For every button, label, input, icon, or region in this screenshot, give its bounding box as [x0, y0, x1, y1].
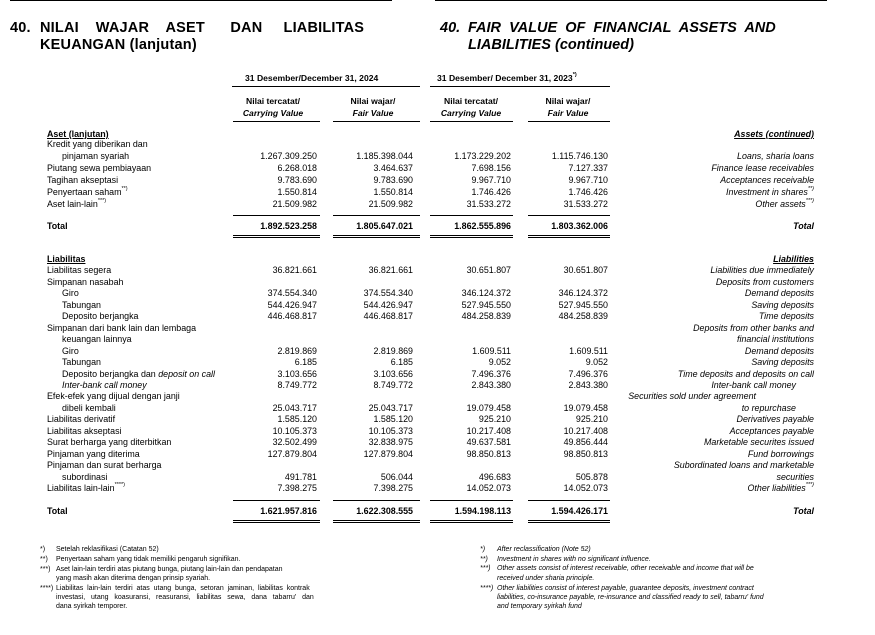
value-other-liabilities-col4: 14.052.073: [563, 483, 608, 493]
liabilities-heading-en: Liabilities: [773, 254, 814, 264]
value-giro-col1: 374.554.340: [267, 288, 317, 298]
section-title-right-line1: FAIR VALUE OF FINANCIAL ASSETS AND: [468, 20, 776, 36]
total-rule-below: [233, 235, 320, 238]
footnote-text: Liabilitas lain-lain terdiri atas utang bunga, setoran jaminan, liabilitas kontrak: [56, 585, 310, 592]
value-ob-callmoney-col4: 2.843.380: [568, 380, 608, 390]
value-lease-col4: 7.127.337: [568, 163, 608, 173]
value-lease-col1: 6.268.018: [277, 163, 317, 173]
value-ob-tabungan-col3: 9.052: [488, 357, 511, 367]
value-other-assets-col3: 31.533.272: [466, 199, 511, 209]
value-acceptances-col1: 9.783.690: [277, 175, 317, 185]
value-borrowings-col2: 127.879.804: [363, 449, 413, 459]
footnote-text: Penyertaan saham yang tidak memiliki pengaruh signifikan.: [56, 556, 241, 563]
value-ob-callmoney-col3: 2.843.380: [471, 380, 511, 390]
label-assets-total: Total: [47, 221, 68, 231]
label-liabilities-total-en: Total: [793, 506, 814, 516]
label-securities-en: Marketable securites issued: [703, 437, 814, 447]
value-investment-col3: 1.746.426: [471, 187, 511, 197]
value-liabilities-total-col2: 1.622.308.555: [356, 506, 413, 516]
label-liabilities-total: Total: [47, 506, 68, 516]
value-subordinated-col3: 496.683: [478, 472, 511, 482]
label-otherbank-en-line2: financial institutions: [737, 334, 814, 344]
footnote-mark: ****): [40, 585, 54, 592]
value-deposito-col4: 484.258.839: [558, 311, 608, 321]
label-acceptances-payable-en: Acceptances payable: [729, 426, 814, 436]
value-other-liabilities-col2: 7.398.275: [373, 483, 413, 493]
value-tabungan-col2: 544.426.947: [363, 300, 413, 310]
period-2023-text: 31 Desember/ December 31, 2023: [437, 73, 573, 83]
value-ob-giro-col2: 2.819.869: [373, 346, 413, 356]
label-giro: Giro: [62, 288, 79, 298]
value-giro-col4: 346.124.372: [558, 288, 608, 298]
label-other-liabilities-en: [748, 483, 814, 493]
label-credit-en: Loans, sharia loans: [737, 151, 814, 161]
top-rule-left: [10, 0, 392, 1]
value-immediate-col2: 36.821.661: [368, 265, 413, 275]
label-subordinated-line1: Pinjaman dan surat berharga: [47, 460, 162, 470]
value-derivatives-col2: 1.585.120: [373, 414, 413, 424]
label-otherbank-en-line1: Deposits from other banks and: [693, 323, 814, 333]
label-ob-giro-en: Demand deposits: [744, 346, 814, 356]
value-other-liabilities-col1: 7.398.275: [277, 483, 317, 493]
label-ob-deposito-italic: deposit on call: [158, 369, 215, 379]
value-subordinated-col1: 491.781: [284, 472, 317, 482]
total-rule-above: [233, 500, 320, 501]
value-tabungan-col4: 527.945.550: [558, 300, 608, 310]
value-assets-total-col4: 1.803.362.006: [551, 221, 608, 231]
label-ob-tabungan: Tabungan: [62, 357, 101, 367]
value-giro-col2: 374.554.340: [363, 288, 413, 298]
label-investment: [47, 187, 128, 197]
label-investment-text: Penyertaan saham: [47, 187, 122, 197]
col-header-label-en: Fair Value: [352, 108, 394, 118]
col-header-label-id: Nilai wajar/: [545, 96, 591, 106]
value-acceptances-payable-col2: 10.105.373: [368, 426, 413, 436]
col-header-label-en: Carrying Value: [242, 108, 304, 118]
period-rule-2024: [232, 86, 420, 87]
label-ob-deposito-en: Time deposits and deposits on call: [677, 369, 814, 379]
label-other-liabilities-mark: ****): [114, 482, 125, 488]
label-investment-mark: **): [121, 186, 128, 192]
value-repo-col4: 19.079.458: [563, 403, 608, 413]
value-derivatives-col4: 925.210: [575, 414, 608, 424]
period-2023: [437, 73, 577, 83]
value-securities-col1: 32.502.499: [272, 437, 317, 447]
footnote-text: Other liabilities consist of interest payable, guarantee deposits, investment contract: [497, 585, 754, 592]
value-ob-giro-col3: 1.609.511: [472, 346, 511, 356]
label-otherbank-line1: Simpanan dari bank lain dan lembaga: [47, 323, 197, 333]
footnote-mark: **): [480, 556, 488, 563]
value-credit-col1: 1.267.309.250: [260, 151, 317, 161]
label-borrowings-en: Fund borrowings: [747, 449, 814, 459]
value-immediate-col1: 36.821.661: [272, 265, 317, 275]
footnote-text: and temporary syirkah fund: [497, 603, 582, 610]
label-derivatives: Liabilitas derivatif: [47, 414, 116, 424]
value-acceptances-col4: 9.967.710: [568, 175, 608, 185]
top-rule-right: [435, 0, 827, 1]
label-investment-en-mark: **): [807, 186, 814, 192]
section-title-right-line2: LIABILITIES (continued): [468, 37, 634, 53]
label-repo-en-line2: to repurchase: [741, 403, 796, 413]
label-credit-line2: pinjaman syariah: [62, 151, 130, 161]
label-assets-total-en: Total: [793, 221, 814, 231]
total-rule-above: [528, 215, 610, 216]
col-header-label-id: Nilai tercatat/: [444, 96, 498, 106]
label-ob-callmoney-en: Inter-bank call money: [711, 380, 796, 390]
total-rule-above: [333, 215, 420, 216]
total-rule-below: [430, 520, 513, 523]
footnote-mark: ****): [480, 585, 494, 592]
label-otherbank-line2: keuangan lainnya: [62, 334, 132, 344]
value-repo-col1: 25.043.717: [272, 403, 317, 413]
label-other-assets-en-text: Other assets: [755, 199, 806, 209]
label-ob-callmoney: Inter-bank call money: [62, 380, 147, 390]
period-rule-2023: [430, 86, 610, 87]
label-repo-line2: dibeli kembali: [62, 403, 116, 413]
value-liabilities-total-col1: 1.621.957.816: [260, 506, 317, 516]
value-borrowings-col3: 98.850.813: [466, 449, 511, 459]
value-investment-col4: 1.746.426: [568, 187, 608, 197]
col-rule-3: [430, 121, 513, 122]
total-rule-above: [430, 500, 513, 501]
label-borrowings: Pinjaman yang diterima: [47, 449, 140, 459]
label-other-liabilities-text: Liabilitas lain-lain: [47, 483, 115, 493]
section-number-right: 40.: [440, 20, 461, 36]
value-acceptances-payable-col1: 10.105.373: [272, 426, 317, 436]
value-securities-col2: 32.838.975: [368, 437, 413, 447]
footnote-text: Setelah reklasifikasi (Catatan 52): [56, 546, 159, 553]
value-immediate-col4: 30.651.807: [563, 265, 608, 275]
label-other-liabilities: [47, 483, 125, 493]
value-lease-col3: 7.698.156: [471, 163, 511, 173]
label-acceptances: Tagihan akseptasi: [47, 175, 119, 185]
value-ob-tabungan-col4: 9.052: [585, 357, 608, 367]
section-number-left: 40.: [10, 20, 31, 36]
value-securities-col4: 49.856.444: [563, 437, 608, 447]
footnote-text: dana syirkah temporer.: [56, 603, 128, 610]
col-header-label-en: Fair Value: [547, 108, 589, 118]
value-lease-col2: 3.464.637: [373, 163, 413, 173]
total-rule-below: [528, 520, 610, 523]
col-rule-4: [528, 121, 610, 122]
label-ob-giro: Giro: [62, 346, 79, 356]
label-other-assets-text: Aset lain-lain: [47, 199, 98, 209]
value-ob-deposito-col1: 3.103.656: [277, 369, 317, 379]
label-other-assets-en-mark: ***): [805, 198, 814, 204]
label-credit-line1: Kredit yang diberikan dan: [47, 139, 148, 149]
col-header-label-en: Carrying Value: [440, 108, 502, 118]
label-subordinated-line2: subordinasi: [62, 472, 108, 482]
value-immediate-col3: 30.651.807: [466, 265, 511, 275]
footnote-mark: *): [40, 546, 46, 553]
total-rule-above: [528, 500, 610, 501]
value-ob-giro-col4: 1.609.511: [569, 346, 608, 356]
label-deposits-en: Deposits from customers: [715, 277, 814, 287]
value-acceptances-col2: 9.783.690: [373, 175, 413, 185]
footnote-text: After reclassification (Note 52): [497, 546, 591, 553]
section-title-left-line1: NILAI WAJAR ASET DAN LIABILITAS: [40, 20, 365, 36]
label-other-liabilities-en-text: Other liabilities: [747, 483, 806, 493]
value-other-assets-col4: 31.533.272: [563, 199, 608, 209]
label-other-liabilities-en-mark: ***): [805, 482, 814, 488]
value-repo-col2: 25.043.717: [368, 403, 413, 413]
col-header-carrying-2024: [233, 95, 313, 119]
label-deposito: Deposito berjangka: [62, 311, 139, 321]
total-rule-above: [430, 215, 513, 216]
label-investment-en: [726, 187, 814, 197]
value-ob-giro-col1: 2.819.869: [277, 346, 317, 356]
total-rule-above: [233, 215, 320, 216]
value-deposito-col2: 446.468.817: [363, 311, 413, 321]
label-acceptances-en: Acceptances receivable: [720, 175, 814, 185]
value-liabilities-total-col4: 1.594.426.171: [551, 506, 608, 516]
footnote-text: Investment in shares with no significant influence.: [497, 556, 651, 563]
label-ob-deposito: [62, 369, 215, 379]
total-rule-above: [333, 500, 420, 501]
value-acceptances-payable-col4: 10.217.408: [563, 426, 608, 436]
label-other-assets-en: [755, 199, 814, 209]
value-ob-deposito-col2: 3.103.656: [373, 369, 413, 379]
footnote-text: Other assets consist of interest receivable, other receivable and income that will be: [497, 565, 754, 572]
label-other-assets-mark: ***): [97, 198, 107, 204]
value-assets-total-col2: 1.805.647.021: [356, 221, 413, 231]
value-subordinated-col4: 505.878: [575, 472, 608, 482]
footnote-text: investasi, utang koasuransi, reasuransi, liabilitas sewa, dana tabarru' dan: [56, 594, 314, 601]
label-securities: Surat berharga yang diterbitkan: [47, 437, 172, 447]
total-rule-below: [333, 235, 420, 238]
label-deposito-en: Time deposits: [758, 311, 814, 321]
value-ob-callmoney-col2: 8.749.772: [373, 380, 413, 390]
footnote-mark: ***): [40, 566, 51, 573]
period-2023-mark: *): [572, 72, 577, 78]
value-ob-deposito-col3: 7.496.376: [471, 369, 511, 379]
total-rule-below: [528, 235, 610, 238]
label-repo-en-line1: Securities sold under agreement: [628, 391, 756, 401]
value-acceptances-payable-col3: 10.217.408: [466, 426, 511, 436]
label-other-assets: [47, 199, 106, 209]
footnote-text: liabilities, co-insurance payable, re-insurance and classified ready to sell, tabarru' fund: [497, 594, 764, 601]
value-giro-col3: 346.124.372: [461, 288, 511, 298]
col-header-label-id: Nilai wajar/: [350, 96, 396, 106]
label-ob-deposito-text: Deposito berjangka dan: [62, 369, 159, 379]
col-header-carrying-2023: [431, 95, 511, 119]
value-deposito-col1: 446.468.817: [267, 311, 317, 321]
value-other-liabilities-col3: 14.052.073: [466, 483, 511, 493]
label-derivatives-en: Derivatives payable: [736, 414, 814, 424]
col-header-label-id: Nilai tercatat/: [246, 96, 300, 106]
footnote-mark: *): [480, 546, 486, 553]
label-lease: Piutang sewa pembiayaan: [47, 163, 152, 173]
label-subordinated-en-line1: Subordinated loans and marketable: [673, 460, 814, 470]
footnote-mark: ***): [480, 565, 491, 572]
col-header-fair-2024: [333, 95, 413, 119]
value-subordinated-col2: 506.044: [380, 472, 413, 482]
label-acceptances-payable: Liabilitas akseptasi: [47, 426, 122, 436]
value-tabungan-col3: 527.945.550: [461, 300, 511, 310]
label-immediate: Liabilitas segera: [47, 265, 112, 275]
total-rule-below: [233, 520, 320, 523]
col-rule-1: [233, 121, 320, 122]
value-derivatives-col3: 925.210: [478, 414, 511, 424]
col-rule-2: [333, 121, 420, 122]
value-ob-tabungan-col1: 6.185: [294, 357, 317, 367]
value-borrowings-col4: 98.850.813: [563, 449, 608, 459]
label-tabungan-en: Saving deposits: [751, 300, 814, 310]
value-assets-total-col3: 1.862.555.896: [454, 221, 511, 231]
value-acceptances-col3: 9.967.710: [471, 175, 511, 185]
assets-heading-en: Assets (continued): [734, 129, 814, 139]
label-tabungan: Tabungan: [62, 300, 101, 310]
footnote-text: Aset lain-lain terdiri atas piutang bunga, piutang lain-lain dan pendapatan: [56, 566, 283, 573]
value-repo-col3: 19.079.458: [466, 403, 511, 413]
value-borrowings-col1: 127.879.804: [267, 449, 317, 459]
value-assets-total-col1: 1.892.523.258: [260, 221, 317, 231]
col-header-fair-2023: [528, 95, 608, 119]
label-ob-tabungan-en: Saving deposits: [751, 357, 814, 367]
value-liabilities-total-col3: 1.594.198.113: [454, 506, 511, 516]
total-rule-below: [333, 520, 420, 523]
value-securities-col3: 49.637.581: [466, 437, 511, 447]
assets-heading: Aset (lanjutan): [47, 129, 109, 139]
value-tabungan-col1: 544.426.947: [267, 300, 317, 310]
footnote-mark: **): [40, 556, 48, 563]
value-investment-col2: 1.550.814: [373, 187, 413, 197]
value-ob-deposito-col4: 7.496.376: [568, 369, 608, 379]
value-credit-col3: 1.173.229.202: [454, 151, 511, 161]
value-other-assets-col2: 21.509.982: [368, 199, 413, 209]
period-2024: 31 Desember/December 31, 2024: [245, 73, 379, 83]
value-credit-col4: 1.115.746.130: [551, 151, 608, 161]
label-giro-en: Demand deposits: [744, 288, 814, 298]
label-repo-line1: Efek-efek yang dijual dengan janji: [47, 391, 180, 401]
section-title-left-line2: KEUANGAN (lanjutan): [40, 37, 197, 53]
label-lease-en: Finance lease receivables: [711, 163, 814, 173]
total-rule-below: [430, 235, 513, 238]
footnote-text: yang masih akan diterima dengan prinsip syariah.: [56, 575, 211, 582]
label-immediate-en: Liabilities due immediately: [710, 265, 814, 275]
value-ob-callmoney-col1: 8.749.772: [277, 380, 317, 390]
value-ob-tabungan-col2: 6.185: [390, 357, 413, 367]
liabilities-heading: Liabilitas: [47, 254, 86, 264]
label-subordinated-en-line2: securities: [776, 472, 814, 482]
value-credit-col2: 1.185.398.044: [356, 151, 413, 161]
value-derivatives-col1: 1.585.120: [277, 414, 317, 424]
value-deposito-col3: 484.258.839: [461, 311, 511, 321]
label-deposits: Simpanan nasabah: [47, 277, 124, 287]
value-investment-col1: 1.550.814: [277, 187, 317, 197]
footnote-text: received under sharia principle.: [497, 575, 595, 582]
label-investment-en-text: Investment in shares: [725, 187, 808, 197]
value-other-assets-col1: 21.509.982: [272, 199, 317, 209]
